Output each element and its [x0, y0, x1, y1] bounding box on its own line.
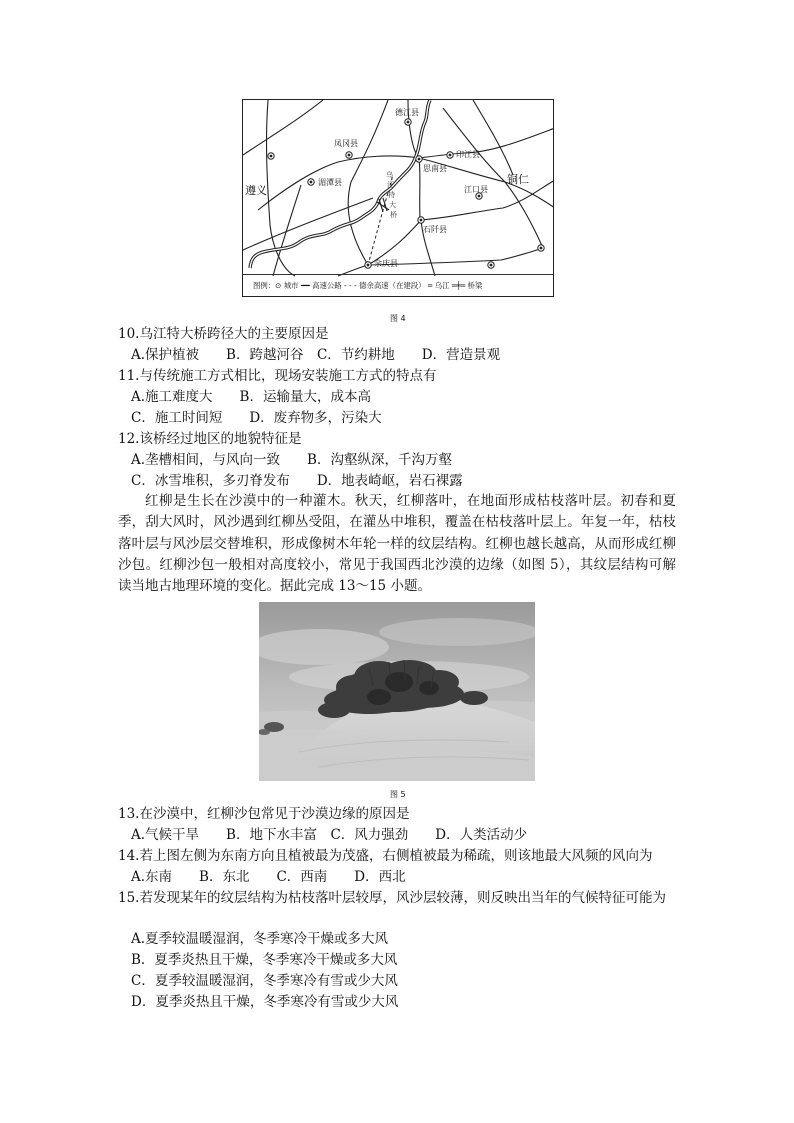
question-14-stem: 14.若上图左侧为东南方向且植被最为茂盛，右侧植被最为稀疏，则该地最大风频的风向为 [118, 848, 653, 864]
map-drawing [243, 100, 554, 297]
map-label-meitan: 湄潭县 [318, 178, 342, 187]
map-legend: 图例：⊙ 城市 ━━ 高速公路 - - - 德余高速（在建段） ═ 乌江 ═╪═ 桥梁 [243, 274, 553, 296]
question-15-option-c: C．夏季较温暖湿润，冬季寒冷有雪或少大风 [131, 973, 398, 989]
bridge-label-char: 大 [389, 201, 396, 209]
question-13-options: A.气候干旱 B．地下水丰富 C．风力强劲 D．人类活动少 [131, 827, 528, 843]
question-12-options-row1: A.垄槽相间，与风向一致 B．沟壑纵深，千沟万壑 [131, 452, 452, 468]
map-label-yinjiang: 印江县 [456, 150, 480, 159]
bridge-label-char: 特 [388, 191, 395, 199]
map-label-shiqian: 石阡县 [423, 225, 447, 234]
figure-5-caption: 图 5 [390, 790, 406, 799]
question-15-stem: 15.若发现某年的纹层结构为枯枝落叶层较厚，风沙层较薄，则反映出当年的气候特征可能为 [118, 890, 666, 906]
tamarisk-dune-photo [259, 602, 535, 781]
question-15-option-a: A.夏季较温暖湿润，冬季寒冷干燥或多大风 [131, 931, 389, 947]
map-label-dejiang: 德江县 [395, 108, 419, 117]
question-15-option-b: B．夏季炎热且干燥，冬季寒冷干燥或多大风 [131, 952, 398, 968]
passage-paragraph: 红柳是生长在沙漠中的一种灌木。秋天，红柳落叶，在地面形成枯枝落叶层。初春和夏季，刮大风时，风沙遇到红柳丛受阻，在灌丛中堆积，覆盖在枯枝落叶层上。年复一年，枯枝落叶层与风沙层交替堆积，形成像树木年轮一样的纹层结构。红柳也越长越高，从而形成红柳沙包。红柳沙包一般相对高度较小，常见于我国西北沙漠的边缘（如图 5），其纹层结构可解读当地古地理环境的变化。据此完成 13～15 小题。 [118, 493, 676, 595]
question-11-stem: 11.与传统施工方式相比，现场安装施工方式的特点有 [118, 368, 437, 384]
map-label-yuqing: 余庆县 [374, 259, 398, 268]
map-label-jiangkou: 江口县 [464, 185, 488, 194]
map-label-fenggang: 凤冈县 [334, 139, 358, 148]
map-label-sinan: 思南县 [423, 164, 447, 173]
question-14-options: A.东南 B．东北 C．西南 D．西北 [131, 869, 406, 885]
question-12-options-row2: C．冰雪堆积，多刃脊发布 D．地表崎岖，岩石裸露 [131, 473, 463, 489]
question-12-stem: 12.该桥经过地区的地貌特征是 [118, 431, 302, 447]
question-10-stem: 10.乌江特大桥跨径大的主要原因是 [118, 326, 329, 342]
bridge-label-char: 桥 [390, 211, 397, 219]
question-10-options: A.保护植被 B．跨越河谷 C．节约耕地 D．营造景观 [131, 347, 501, 363]
bridge-label-char: 乌 [386, 171, 393, 179]
map-label-zunyi: 遵义 [245, 184, 267, 197]
map-label-tongren: 铜仁 [507, 173, 529, 186]
route-map [242, 99, 554, 297]
question-13-stem: 13.在沙漠中，红柳沙包常见于沙漠边缘的原因是 [118, 806, 410, 822]
question-15-option-d: D．夏季炎热且干燥，冬季寒冷有雪或少大风 [131, 994, 399, 1010]
question-11-options-row1: A.施工难度大 B．运输量大，成本高 [131, 389, 371, 405]
question-11-options-row2: C．施工时间短 D．废弃物多，污染大 [131, 410, 382, 426]
tamarisk-dune-illustration [259, 602, 535, 781]
bridge-label-char: 江 [387, 181, 394, 189]
figure-4-caption: 图 4 [390, 314, 406, 323]
